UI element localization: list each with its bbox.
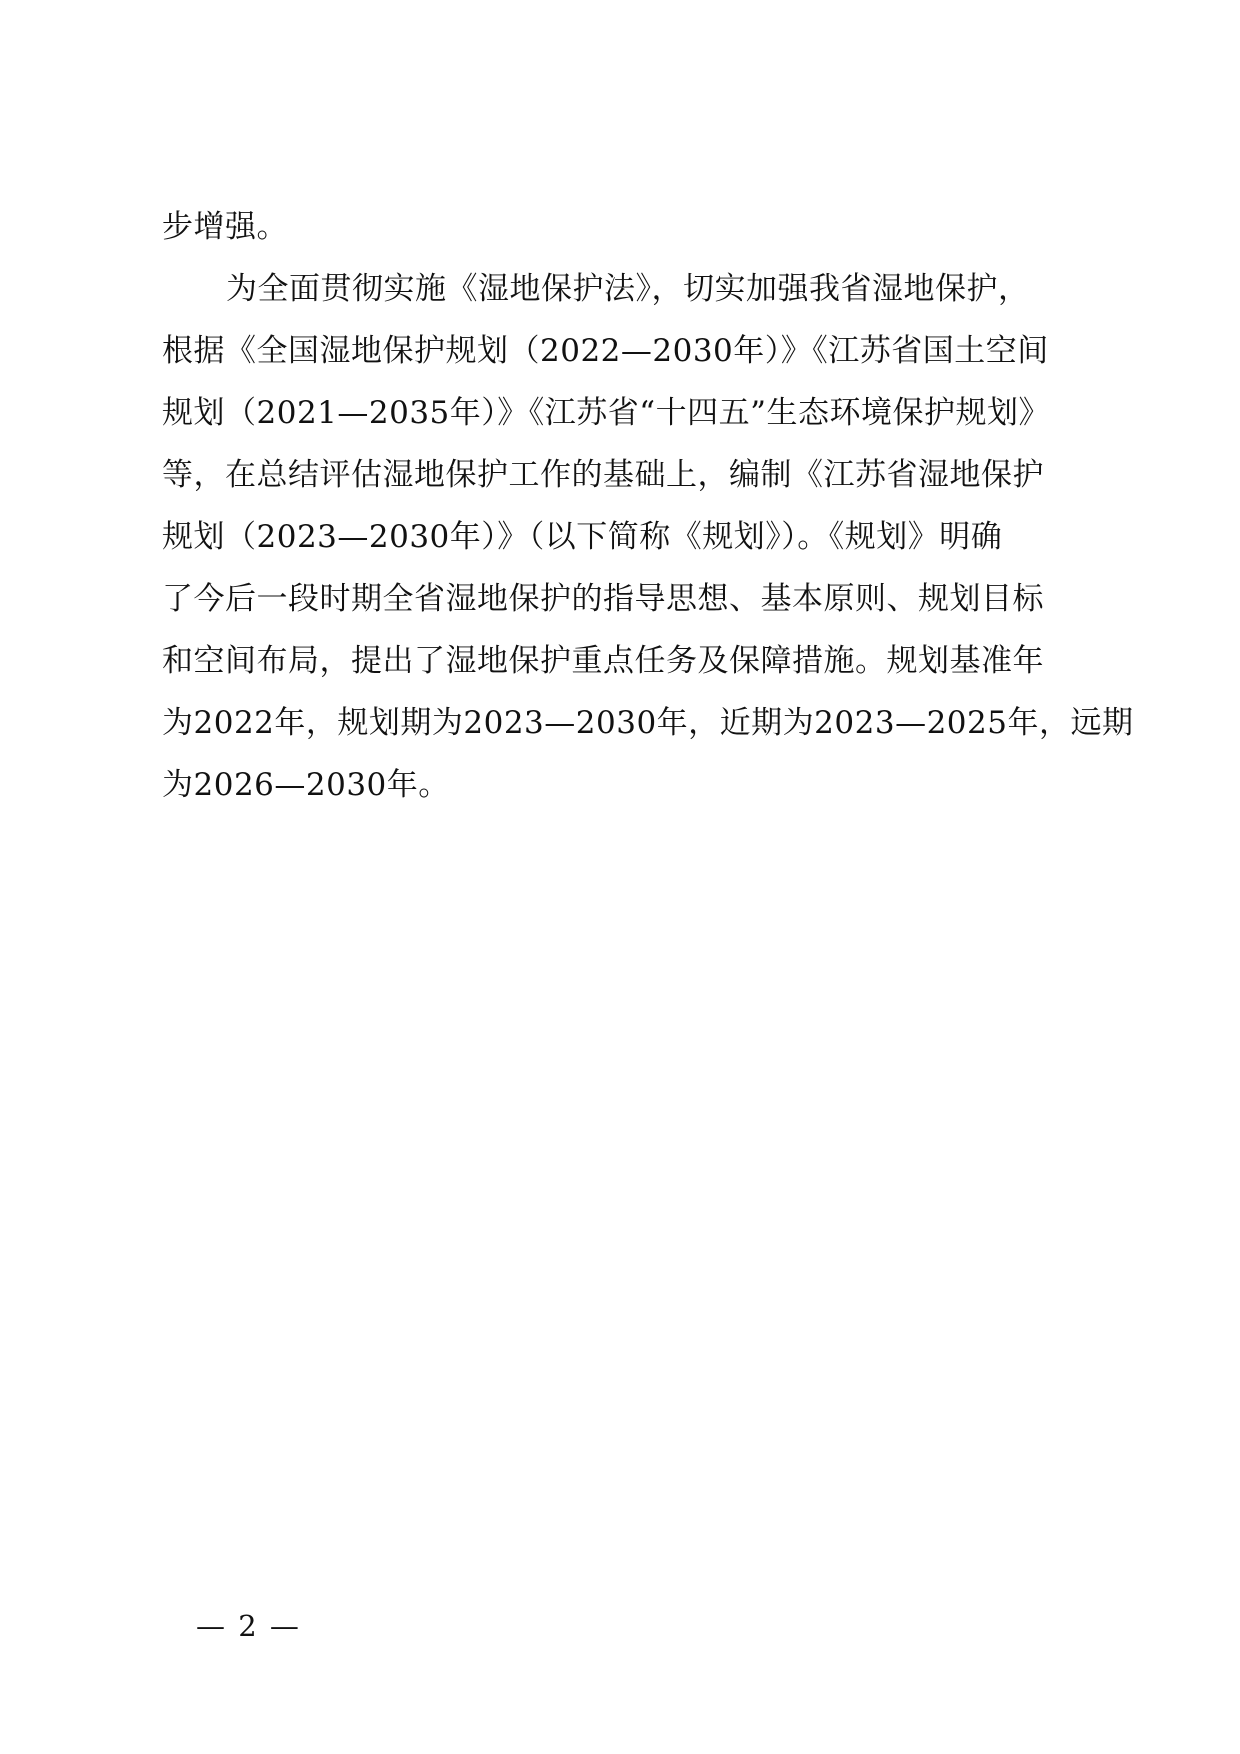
text-line: 步增强。 <box>162 209 288 245</box>
page-number: — 2 — <box>196 1609 301 1643</box>
text-line: 和空间布局，提出了湿地保护重点任务及保障措施。规划基准年 <box>162 643 1044 679</box>
body-text <box>162 196 1134 816</box>
text-line: 规划（2023—2030年）》（以下简称《规划》）。《规划》明确 <box>162 519 1003 555</box>
text-line: 根据《全国湿地保护规划（2022—2030年）》《江苏省国土空间 <box>162 333 1049 369</box>
text-line: 规划（2021—2035年）》《江苏省“十四五”生态环境保护规划》 <box>162 395 1050 431</box>
paragraph-first-line: 为全面贯彻实施《湿地保护法》，切实加强我省湿地保护， <box>226 271 1030 307</box>
text-line: 为2022年，规划期为2023—2030年，近期为2023—2025年，远期 <box>162 705 1134 741</box>
text-line: 为2026—2030年。 <box>162 767 450 803</box>
text-line: 等，在总结评估湿地保护工作的基础上，编制《江苏省湿地保护 <box>162 457 1044 493</box>
text-line: 了今后一段时期全省湿地保护的指导思想、基本原则、规划目标 <box>162 581 1044 617</box>
